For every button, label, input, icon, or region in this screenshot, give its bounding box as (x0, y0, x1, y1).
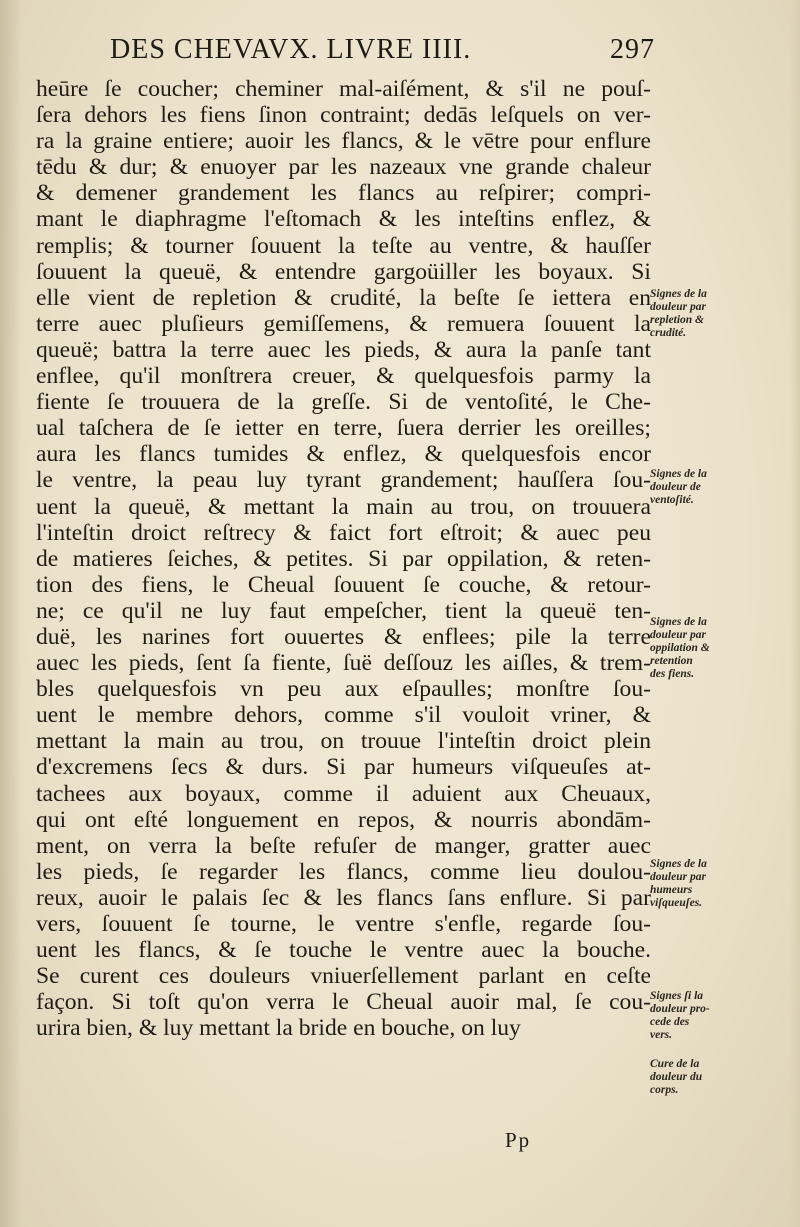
margin-note-line: Signes de la (650, 616, 707, 628)
text-line: bles quelquesfois vn peu aux eſpaulles; monſtre ſou- (36, 676, 651, 703)
text-line: fiente ſe trouuera de la greſſe. Si de ventoſité, le Che- (36, 389, 651, 416)
text-line: aura les flancs tumides & enflez, & quelquesfois encor (36, 441, 651, 468)
text-line: reux, auoir le palais ſec & les flancs ſans enflure. Si par (36, 884, 651, 911)
text-line: ſera dehors les fiens ſinon contraint; dedās leſquels on ver- (36, 102, 651, 129)
text-line: de matieres ſeiches, & petites. Si par oppilation, & reten- (36, 545, 651, 572)
text-line: vers, ſouuent ſe tourne, le ventre s'enfle, regarde ſou- (36, 911, 651, 937)
margin-note (650, 1058, 742, 1097)
text-line: uent les flancs, & ſe touche le ventre auec la bouche. (36, 937, 651, 964)
margin-note-line: retention (650, 655, 693, 667)
text-line: auec les pieds, ſent ſa fiente, ſuë deſſouz les aiſles, & trem- (36, 650, 651, 677)
text-line: tēdu & dur; & enuoyer par les nazeaux vne grande chaleur (36, 154, 651, 181)
signature-mark: Pp (505, 1128, 532, 1152)
text-line: d'excremens ſecs & durs. Si par humeurs viſqueuſes at- (36, 754, 651, 781)
margin-note-line: viſqueuſes. (650, 897, 703, 909)
margin-note-line: vers. (650, 1029, 673, 1041)
margin-note-line: corps. (650, 1084, 679, 1096)
text-line: qui ont eſté longuement en repos, & nourris abondām- (36, 806, 651, 833)
margin-note-line: crudité. (650, 327, 687, 339)
margin-note (650, 468, 742, 507)
margin-note-line: douleur pro- (650, 1003, 710, 1015)
text-line: façon. Si toſt qu'on verra le Cheual auoir mal, ſe cou- (36, 989, 651, 1016)
margin-note (650, 858, 742, 910)
margin-note-line: douleur par (650, 629, 706, 641)
margin-note-line: douleur de (650, 481, 701, 493)
text-line: mant le diaphragme l'eſtomach & les inteſtins enflez, & (36, 206, 651, 233)
margin-note-line: Signes de la (650, 858, 707, 870)
text-line: mettant la main au trou, on trouue l'inteſtin droict plein (36, 728, 651, 755)
margin-note (650, 288, 742, 340)
text-line: & demener grandement les flancs au reſpirer; compri- (36, 180, 651, 207)
running-head: DES CHEVAVX. LIVRE IIII. (110, 34, 472, 65)
text-line: ſouuent la queuë, & entendre gargoüiller les boyaux. Si (36, 258, 651, 285)
text-line: les pieds, ſe regarder les flancs, comme lieu doulou- (36, 858, 651, 885)
margin-note-line: Signes de la (650, 288, 707, 300)
margin-note-line: Signes de la (650, 468, 707, 480)
text-line: ra la graine entiere; auoir les flancs, & le vētre pour enflure (36, 128, 651, 155)
margin-note-line: Signes ſi la (650, 990, 704, 1002)
text-line: uent la queuë, & mettant la main au trou, on trouuera (36, 493, 651, 520)
margin-note-line: Cure de la (650, 1058, 700, 1070)
text-line: le ventre, la peau luy tyrant grandement; hauſſera ſou- (36, 467, 651, 494)
text-line: ne; ce qu'il ne luy faut empeſcher, tient la queuë ten- (36, 597, 651, 624)
text-line: ual taſchera de ſe ietter en terre, ſuera derrier les oreilles; (36, 415, 651, 442)
margin-note-line: douleur par (650, 871, 706, 883)
body-text (36, 76, 651, 1041)
text-line: tachees aux boyaux, comme il aduient aux Cheuaux, (36, 780, 651, 807)
margin-note-line: repletion & (650, 314, 704, 326)
margin-note-line: oppilation & (650, 642, 710, 654)
margin-note-line: cede des (650, 1016, 690, 1028)
text-line: l'inteſtin droict reſtrecy & faict fort eſtroit; & auec peu (36, 519, 651, 546)
text-line: elle vient de repletion & crudité, la beſte ſe iettera en (36, 284, 651, 311)
margin-note (650, 616, 742, 681)
text-line: queuë; battra la terre auec les pieds, & aura la panſe tant (36, 336, 651, 363)
text-line: heūre ſe coucher; cheminer mal-aiſément, & s'il ne pouſ- (36, 76, 651, 102)
margin-note-line: douleur du (650, 1071, 703, 1083)
page-number: 297 (610, 34, 655, 65)
margin-note-line: ventoſité. (650, 494, 694, 506)
text-line: duë, les narines fort ouuertes & enflees; pile la terre (36, 623, 651, 650)
margin-note (650, 990, 742, 1042)
text-line: enflee, qu'il monſtrera creuer, & quelquesfois parmy la (36, 363, 651, 390)
text-line: remplis; & tourner ſouuent la teſte au ventre, & hauſſer (36, 232, 651, 259)
text-line: uent le membre dehors, comme s'il vouloit vriner, & (36, 702, 651, 729)
text-line: urira bien, & luy mettant la bride en bouche, on luy (36, 1015, 521, 1042)
margin-note-line: humeurs (650, 884, 693, 896)
margin-note-line: douleur par (650, 301, 706, 313)
text-line: terre auec pluſieurs gemiſſemens, & remuera ſouuent la (36, 310, 651, 337)
text-line: tion des fiens, le Cheual ſouuent ſe couche, & retour- (36, 571, 651, 598)
page-edge (790, 0, 800, 1227)
gutter-shadow (0, 0, 22, 1227)
text-line: ment, on verra la beſte refuſer de manger, gratter auec (36, 832, 651, 859)
margin-note-line: des fiens. (650, 668, 695, 680)
text-line: Se curent ces douleurs vniuerſellement parlant en ceſte (36, 963, 651, 990)
